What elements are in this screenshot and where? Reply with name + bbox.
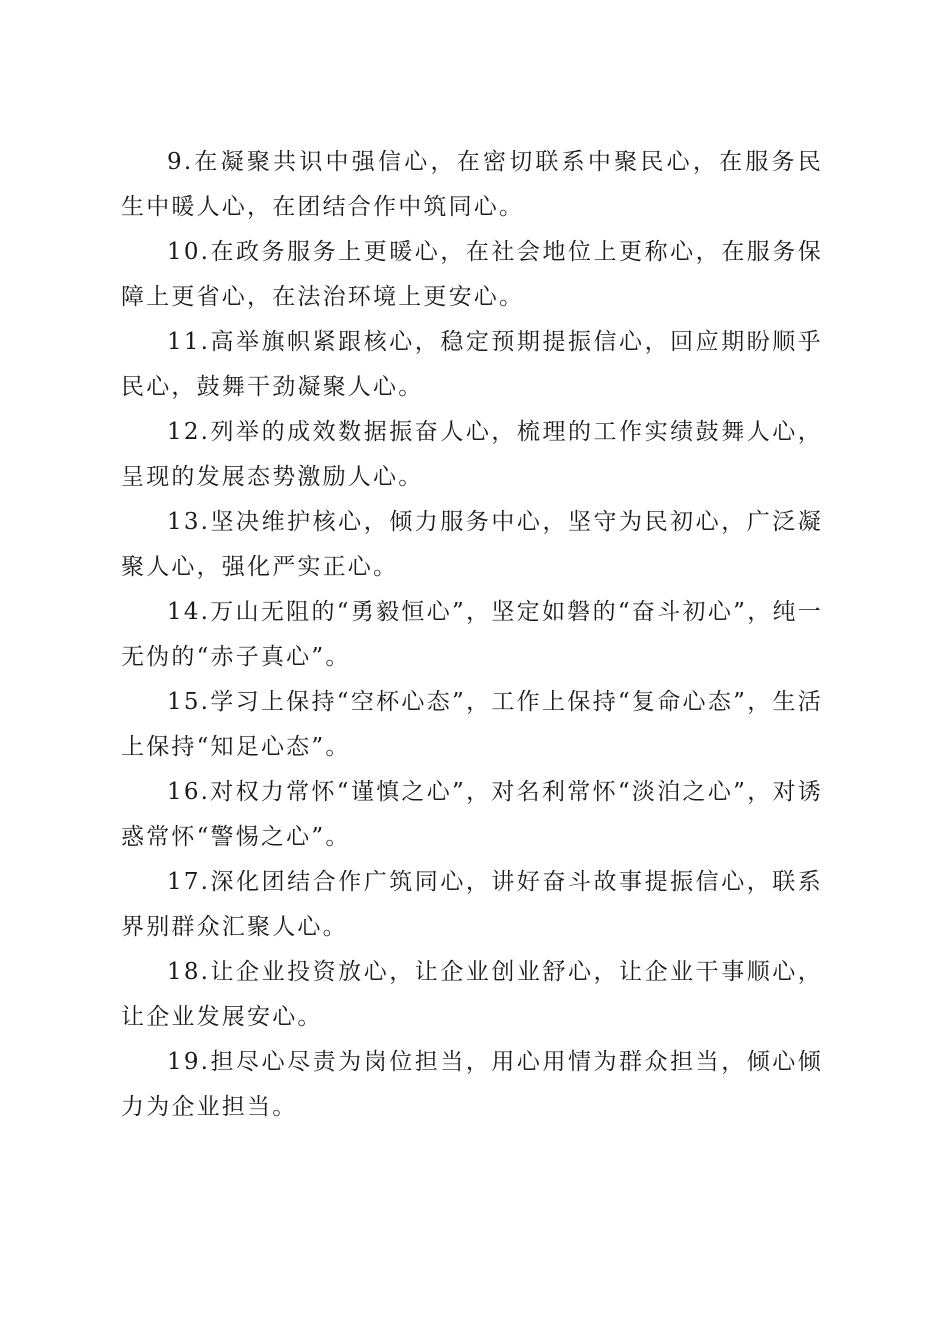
paragraph-item-9: 9.在凝聚共识中强信心，在密切联系中聚民心，在服务民生中暖人心，在团结合作中筑同心。 [121, 149, 823, 220]
paragraph-item-14: 14.万山无阻的“勇毅恒心”，坚定如磐的“奋斗初心”，纯一无伪的“赤子真心”。 [121, 599, 823, 670]
paragraph-item-17: 17.深化团结合作广筑同心，讲好奋斗故事提振信心，联系界别群众汇聚人心。 [121, 869, 823, 940]
paragraph-item-12: 12.列举的成效数据振奋人心，梳理的工作实绩鼓舞人心，呈现的发展态势激励人心。 [121, 419, 823, 490]
paragraph-item-16: 16.对权力常怀“谨慎之心”，对名利常怀“淡泊之心”，对诱惑常怀“警惕之心”。 [121, 779, 823, 850]
paragraph-item-19: 19.担尽心尽责为岗位担当，用心用情为群众担当，倾心倾力为企业担当。 [121, 1049, 823, 1120]
paragraph-item-18: 18.让企业投资放心，让企业创业舒心，让企业干事顺心，让企业发展安心。 [121, 959, 823, 1030]
paragraph-item-13: 13.坚决维护核心，倾力服务中心，坚守为民初心，广泛凝聚人心，强化严实正心。 [121, 509, 823, 580]
paragraph-item-15: 15.学习上保持“空杯心态”，工作上保持“复命心态”，生活上保持“知足心态”。 [121, 689, 823, 760]
paragraph-item-11: 11.高举旗帜紧跟核心，稳定预期提振信心，回应期盼顺乎民心，鼓舞干劲凝聚人心。 [121, 329, 823, 400]
document-body [121, 140, 823, 1130]
paragraph-item-10: 10.在政务服务上更暖心，在社会地位上更称心，在服务保障上更省心，在法治环境上更安心。 [121, 239, 823, 310]
